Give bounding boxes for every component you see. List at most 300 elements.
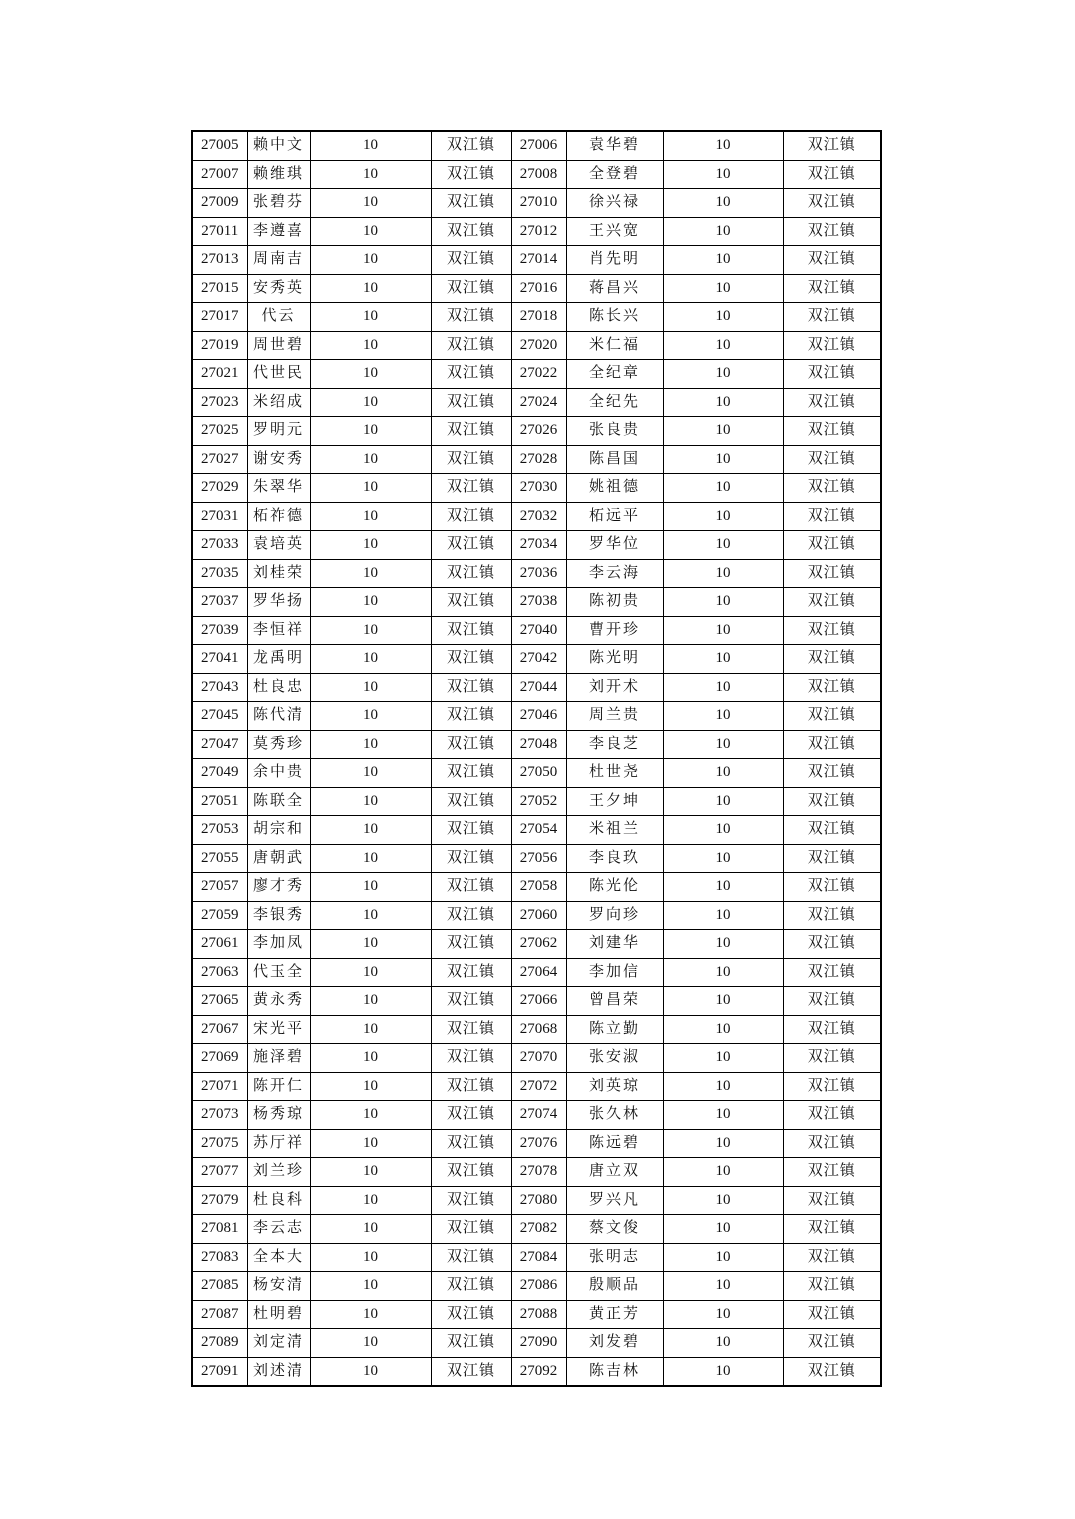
table-row [192, 160, 881, 189]
quantity-cell: 10 [663, 816, 783, 845]
person-name-cell: 陈光明 [566, 645, 663, 674]
person-name-cell: 唐立双 [566, 1158, 663, 1187]
record-id-cell: 27029 [192, 474, 247, 503]
table-row [192, 189, 881, 218]
person-name-cell: 陈立勤 [566, 1015, 663, 1044]
record-id-cell: 27040 [511, 616, 566, 645]
table-row [192, 1015, 881, 1044]
town-cell: 双江镇 [783, 531, 881, 560]
town-cell: 双江镇 [431, 417, 511, 446]
person-name-cell: 张安淑 [566, 1044, 663, 1073]
table-row [192, 1329, 881, 1358]
record-id-cell: 27082 [511, 1215, 566, 1244]
record-id-cell: 27022 [511, 360, 566, 389]
person-name-cell: 宋光平 [247, 1015, 310, 1044]
quantity-cell: 10 [310, 160, 431, 189]
record-id-cell: 27089 [192, 1329, 247, 1358]
town-cell: 双江镇 [783, 189, 881, 218]
record-id-cell: 27009 [192, 189, 247, 218]
record-id-cell: 27023 [192, 388, 247, 417]
person-name-cell: 李加信 [566, 958, 663, 987]
quantity-cell: 10 [310, 1329, 431, 1358]
record-id-cell: 27077 [192, 1158, 247, 1187]
record-id-cell: 27046 [511, 702, 566, 731]
record-id-cell: 27045 [192, 702, 247, 731]
quantity-cell: 10 [663, 759, 783, 788]
person-name-cell: 肖先明 [566, 246, 663, 275]
town-cell: 双江镇 [431, 730, 511, 759]
quantity-cell: 10 [310, 559, 431, 588]
quantity-cell: 10 [663, 1357, 783, 1386]
person-name-cell: 罗华扬 [247, 588, 310, 617]
person-name-cell: 谢安秀 [247, 445, 310, 474]
person-name-cell: 周兰贵 [566, 702, 663, 731]
town-cell: 双江镇 [431, 303, 511, 332]
town-cell: 双江镇 [783, 1015, 881, 1044]
roster-table [191, 130, 882, 1387]
record-id-cell: 27061 [192, 930, 247, 959]
record-id-cell: 27027 [192, 445, 247, 474]
record-id-cell: 27015 [192, 274, 247, 303]
record-id-cell: 27006 [511, 131, 566, 160]
person-name-cell: 陈光伦 [566, 873, 663, 902]
quantity-cell: 10 [663, 331, 783, 360]
quantity-cell: 10 [310, 331, 431, 360]
town-cell: 双江镇 [783, 901, 881, 930]
town-cell: 双江镇 [431, 1243, 511, 1272]
quantity-cell: 10 [310, 388, 431, 417]
record-id-cell: 27088 [511, 1300, 566, 1329]
quantity-cell: 10 [310, 1272, 431, 1301]
quantity-cell: 10 [310, 303, 431, 332]
person-name-cell: 蔡文俊 [566, 1215, 663, 1244]
town-cell: 双江镇 [431, 189, 511, 218]
record-id-cell: 27036 [511, 559, 566, 588]
table-row [192, 1129, 881, 1158]
town-cell: 双江镇 [783, 645, 881, 674]
quantity-cell: 10 [663, 702, 783, 731]
quantity-cell: 10 [310, 1072, 431, 1101]
person-name-cell: 徐兴禄 [566, 189, 663, 218]
record-id-cell: 27062 [511, 930, 566, 959]
person-name-cell: 廖才秀 [247, 873, 310, 902]
record-id-cell: 27071 [192, 1072, 247, 1101]
table-row [192, 730, 881, 759]
town-cell: 双江镇 [783, 616, 881, 645]
person-name-cell: 胡宗和 [247, 816, 310, 845]
person-name-cell: 刘建华 [566, 930, 663, 959]
town-cell: 双江镇 [431, 274, 511, 303]
record-id-cell: 27085 [192, 1272, 247, 1301]
table-row [192, 1272, 881, 1301]
town-cell: 双江镇 [783, 274, 881, 303]
town-cell: 双江镇 [783, 958, 881, 987]
record-id-cell: 27033 [192, 531, 247, 560]
record-id-cell: 27060 [511, 901, 566, 930]
person-name-cell: 唐朝武 [247, 844, 310, 873]
person-name-cell: 李良玖 [566, 844, 663, 873]
record-id-cell: 27070 [511, 1044, 566, 1073]
table-row [192, 502, 881, 531]
table-row [192, 1044, 881, 1073]
town-cell: 双江镇 [431, 445, 511, 474]
record-id-cell: 27066 [511, 987, 566, 1016]
person-name-cell: 代世民 [247, 360, 310, 389]
town-cell: 双江镇 [783, 1186, 881, 1215]
person-name-cell: 罗华位 [566, 531, 663, 560]
town-cell: 双江镇 [783, 730, 881, 759]
quantity-cell: 10 [663, 673, 783, 702]
person-name-cell: 李遵喜 [247, 217, 310, 246]
quantity-cell: 10 [310, 1215, 431, 1244]
quantity-cell: 10 [663, 417, 783, 446]
town-cell: 双江镇 [783, 1272, 881, 1301]
record-id-cell: 27014 [511, 246, 566, 275]
town-cell: 双江镇 [783, 816, 881, 845]
record-id-cell: 27043 [192, 673, 247, 702]
person-name-cell: 陈联全 [247, 787, 310, 816]
person-name-cell: 赖中文 [247, 131, 310, 160]
record-id-cell: 27037 [192, 588, 247, 617]
quantity-cell: 10 [663, 474, 783, 503]
quantity-cell: 10 [310, 1186, 431, 1215]
table-row [192, 616, 881, 645]
quantity-cell: 10 [310, 1158, 431, 1187]
quantity-cell: 10 [663, 559, 783, 588]
town-cell: 双江镇 [783, 1072, 881, 1101]
town-cell: 双江镇 [431, 873, 511, 902]
record-id-cell: 27074 [511, 1101, 566, 1130]
record-id-cell: 27028 [511, 445, 566, 474]
record-id-cell: 27086 [511, 1272, 566, 1301]
quantity-cell: 10 [310, 217, 431, 246]
record-id-cell: 27039 [192, 616, 247, 645]
record-id-cell: 27005 [192, 131, 247, 160]
table-row [192, 787, 881, 816]
quantity-cell: 10 [663, 645, 783, 674]
person-name-cell: 周南吉 [247, 246, 310, 275]
town-cell: 双江镇 [783, 388, 881, 417]
table-row [192, 559, 881, 588]
record-id-cell: 27054 [511, 816, 566, 845]
record-id-cell: 27017 [192, 303, 247, 332]
record-id-cell: 27051 [192, 787, 247, 816]
town-cell: 双江镇 [783, 1158, 881, 1187]
quantity-cell: 10 [663, 1072, 783, 1101]
person-name-cell: 李云志 [247, 1215, 310, 1244]
record-id-cell: 27073 [192, 1101, 247, 1130]
quantity-cell: 10 [310, 588, 431, 617]
quantity-cell: 10 [310, 474, 431, 503]
town-cell: 双江镇 [783, 873, 881, 902]
record-id-cell: 27081 [192, 1215, 247, 1244]
quantity-cell: 10 [310, 616, 431, 645]
record-id-cell: 27087 [192, 1300, 247, 1329]
record-id-cell: 27083 [192, 1243, 247, 1272]
person-name-cell: 张明志 [566, 1243, 663, 1272]
person-name-cell: 黄正芳 [566, 1300, 663, 1329]
town-cell: 双江镇 [431, 816, 511, 845]
town-cell: 双江镇 [431, 1044, 511, 1073]
quantity-cell: 10 [310, 1129, 431, 1158]
town-cell: 双江镇 [783, 1243, 881, 1272]
table-row [192, 1357, 881, 1386]
town-cell: 双江镇 [783, 559, 881, 588]
record-id-cell: 27038 [511, 588, 566, 617]
record-id-cell: 27049 [192, 759, 247, 788]
quantity-cell: 10 [663, 360, 783, 389]
town-cell: 双江镇 [431, 331, 511, 360]
record-id-cell: 27044 [511, 673, 566, 702]
person-name-cell: 陈吉林 [566, 1357, 663, 1386]
person-name-cell: 袁培英 [247, 531, 310, 560]
town-cell: 双江镇 [431, 901, 511, 930]
person-name-cell: 刘定清 [247, 1329, 310, 1358]
quantity-cell: 10 [310, 1243, 431, 1272]
quantity-cell: 10 [310, 930, 431, 959]
town-cell: 双江镇 [431, 1072, 511, 1101]
person-name-cell: 杜明碧 [247, 1300, 310, 1329]
town-cell: 双江镇 [783, 588, 881, 617]
person-name-cell: 李良芝 [566, 730, 663, 759]
person-name-cell: 王兴宽 [566, 217, 663, 246]
person-name-cell: 施泽碧 [247, 1044, 310, 1073]
town-cell: 双江镇 [431, 588, 511, 617]
quantity-cell: 10 [310, 360, 431, 389]
town-cell: 双江镇 [431, 1158, 511, 1187]
roster-body [192, 131, 881, 1386]
record-id-cell: 27068 [511, 1015, 566, 1044]
town-cell: 双江镇 [783, 1357, 881, 1386]
person-name-cell: 刘英琼 [566, 1072, 663, 1101]
town-cell: 双江镇 [431, 1300, 511, 1329]
quantity-cell: 10 [310, 901, 431, 930]
town-cell: 双江镇 [431, 1101, 511, 1130]
town-cell: 双江镇 [783, 1329, 881, 1358]
town-cell: 双江镇 [431, 1129, 511, 1158]
person-name-cell: 杨安清 [247, 1272, 310, 1301]
town-cell: 双江镇 [783, 1101, 881, 1130]
record-id-cell: 27053 [192, 816, 247, 845]
record-id-cell: 27019 [192, 331, 247, 360]
quantity-cell: 10 [310, 673, 431, 702]
record-id-cell: 27056 [511, 844, 566, 873]
town-cell: 双江镇 [431, 246, 511, 275]
quantity-cell: 10 [310, 873, 431, 902]
table-row [192, 930, 881, 959]
town-cell: 双江镇 [783, 160, 881, 189]
person-name-cell: 柘远平 [566, 502, 663, 531]
record-id-cell: 27024 [511, 388, 566, 417]
record-id-cell: 27076 [511, 1129, 566, 1158]
table-row [192, 131, 881, 160]
town-cell: 双江镇 [431, 131, 511, 160]
town-cell: 双江镇 [431, 702, 511, 731]
record-id-cell: 27064 [511, 958, 566, 987]
record-id-cell: 27078 [511, 1158, 566, 1187]
record-id-cell: 27010 [511, 189, 566, 218]
town-cell: 双江镇 [431, 787, 511, 816]
person-name-cell: 张久林 [566, 1101, 663, 1130]
person-name-cell: 代玉全 [247, 958, 310, 987]
table-row [192, 901, 881, 930]
record-id-cell: 27057 [192, 873, 247, 902]
table-row [192, 1186, 881, 1215]
quantity-cell: 10 [310, 1015, 431, 1044]
table-row [192, 331, 881, 360]
quantity-cell: 10 [663, 388, 783, 417]
person-name-cell: 全本大 [247, 1243, 310, 1272]
person-name-cell: 杜世尧 [566, 759, 663, 788]
person-name-cell: 刘桂荣 [247, 559, 310, 588]
town-cell: 双江镇 [783, 787, 881, 816]
record-id-cell: 27013 [192, 246, 247, 275]
quantity-cell: 10 [310, 189, 431, 218]
person-name-cell: 代云 [247, 303, 310, 332]
record-id-cell: 27035 [192, 559, 247, 588]
quantity-cell: 10 [310, 1300, 431, 1329]
table-row [192, 759, 881, 788]
table-row [192, 1072, 881, 1101]
person-name-cell: 刘兰珍 [247, 1158, 310, 1187]
quantity-cell: 10 [310, 131, 431, 160]
table-row [192, 360, 881, 389]
person-name-cell: 李云海 [566, 559, 663, 588]
town-cell: 双江镇 [783, 445, 881, 474]
person-name-cell: 全登碧 [566, 160, 663, 189]
record-id-cell: 27092 [511, 1357, 566, 1386]
town-cell: 双江镇 [783, 331, 881, 360]
table-row [192, 702, 881, 731]
town-cell: 双江镇 [783, 673, 881, 702]
person-name-cell: 李银秀 [247, 901, 310, 930]
town-cell: 双江镇 [431, 360, 511, 389]
record-id-cell: 27030 [511, 474, 566, 503]
person-name-cell: 陈代清 [247, 702, 310, 731]
record-id-cell: 27069 [192, 1044, 247, 1073]
table-row [192, 816, 881, 845]
person-name-cell: 姚祖德 [566, 474, 663, 503]
town-cell: 双江镇 [783, 702, 881, 731]
table-row [192, 274, 881, 303]
person-name-cell: 米仁福 [566, 331, 663, 360]
town-cell: 双江镇 [783, 844, 881, 873]
record-id-cell: 27090 [511, 1329, 566, 1358]
record-id-cell: 27079 [192, 1186, 247, 1215]
record-id-cell: 27012 [511, 217, 566, 246]
record-id-cell: 27059 [192, 901, 247, 930]
quantity-cell: 10 [663, 160, 783, 189]
person-name-cell: 杜良科 [247, 1186, 310, 1215]
town-cell: 双江镇 [783, 1044, 881, 1073]
person-name-cell: 朱翠华 [247, 474, 310, 503]
town-cell: 双江镇 [431, 160, 511, 189]
quantity-cell: 10 [663, 873, 783, 902]
table-row [192, 531, 881, 560]
record-id-cell: 27067 [192, 1015, 247, 1044]
town-cell: 双江镇 [431, 1186, 511, 1215]
record-id-cell: 27026 [511, 417, 566, 446]
record-id-cell: 27055 [192, 844, 247, 873]
quantity-cell: 10 [663, 1272, 783, 1301]
record-id-cell: 27080 [511, 1186, 566, 1215]
table-row [192, 1300, 881, 1329]
person-name-cell: 周世碧 [247, 331, 310, 360]
quantity-cell: 10 [310, 417, 431, 446]
quantity-cell: 10 [663, 1215, 783, 1244]
record-id-cell: 27072 [511, 1072, 566, 1101]
record-id-cell: 27031 [192, 502, 247, 531]
record-id-cell: 27016 [511, 274, 566, 303]
table-row [192, 873, 881, 902]
table-row [192, 217, 881, 246]
person-name-cell: 杜良忠 [247, 673, 310, 702]
town-cell: 双江镇 [431, 616, 511, 645]
town-cell: 双江镇 [783, 502, 881, 531]
person-name-cell: 张碧芬 [247, 189, 310, 218]
quantity-cell: 10 [310, 502, 431, 531]
table-row [192, 958, 881, 987]
person-name-cell: 蒋昌兴 [566, 274, 663, 303]
town-cell: 双江镇 [783, 930, 881, 959]
quantity-cell: 10 [663, 274, 783, 303]
quantity-cell: 10 [310, 844, 431, 873]
table-row [192, 645, 881, 674]
town-cell: 双江镇 [431, 759, 511, 788]
quantity-cell: 10 [310, 1044, 431, 1073]
quantity-cell: 10 [663, 901, 783, 930]
town-cell: 双江镇 [431, 474, 511, 503]
record-id-cell: 27018 [511, 303, 566, 332]
record-id-cell: 27032 [511, 502, 566, 531]
quantity-cell: 10 [663, 987, 783, 1016]
table-row [192, 1101, 881, 1130]
quantity-cell: 10 [663, 502, 783, 531]
record-id-cell: 27042 [511, 645, 566, 674]
person-name-cell: 罗兴凡 [566, 1186, 663, 1215]
table-row [192, 1243, 881, 1272]
quantity-cell: 10 [310, 987, 431, 1016]
person-name-cell: 全纪章 [566, 360, 663, 389]
quantity-cell: 10 [310, 531, 431, 560]
quantity-cell: 10 [663, 1243, 783, 1272]
quantity-cell: 10 [663, 730, 783, 759]
quantity-cell: 10 [663, 787, 783, 816]
table-row [192, 474, 881, 503]
quantity-cell: 10 [310, 759, 431, 788]
quantity-cell: 10 [310, 730, 431, 759]
person-name-cell: 李加凤 [247, 930, 310, 959]
person-name-cell: 罗明元 [247, 417, 310, 446]
quantity-cell: 10 [310, 274, 431, 303]
town-cell: 双江镇 [783, 217, 881, 246]
record-id-cell: 27011 [192, 217, 247, 246]
person-name-cell: 陈开仁 [247, 1072, 310, 1101]
quantity-cell: 10 [663, 1300, 783, 1329]
table-row [192, 1158, 881, 1187]
quantity-cell: 10 [310, 787, 431, 816]
quantity-cell: 10 [663, 616, 783, 645]
quantity-cell: 10 [310, 702, 431, 731]
person-name-cell: 杨秀琼 [247, 1101, 310, 1130]
quantity-cell: 10 [310, 246, 431, 275]
quantity-cell: 10 [663, 1015, 783, 1044]
town-cell: 双江镇 [783, 759, 881, 788]
town-cell: 双江镇 [783, 1215, 881, 1244]
person-name-cell: 龙禹明 [247, 645, 310, 674]
person-name-cell: 曹开珍 [566, 616, 663, 645]
town-cell: 双江镇 [783, 131, 881, 160]
